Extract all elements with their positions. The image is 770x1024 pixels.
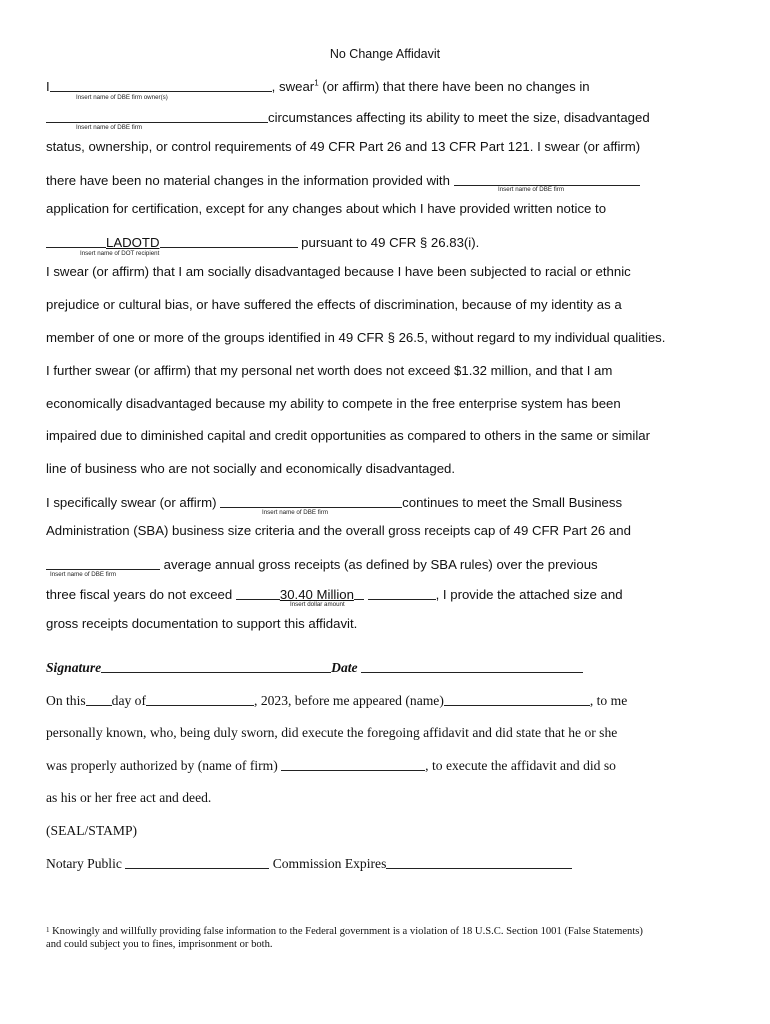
hint-firm-4: Insert name of DBE firm <box>50 571 117 578</box>
hint-owner: Insert name of DBE firm owner(s) <box>76 94 168 101</box>
signature-label: Signature <box>46 660 102 675</box>
social-line-3: member of one or more of the groups identified in 49 CFR § 26.5, without regard to my individual qualities. <box>46 330 666 345</box>
hint-firm-2: Insert name of DBE firm <box>498 186 565 193</box>
date-label: Date <box>331 660 358 675</box>
owner-name-field[interactable] <box>50 79 272 92</box>
date-field[interactable] <box>361 660 583 673</box>
footnote-ref: 1 <box>314 78 319 88</box>
hint-firm: Insert name of DBE firm <box>76 124 143 131</box>
affidavit-line-6: LADOTD pursuant to 49 CFR § 26.83(i). <box>46 234 479 250</box>
hint-firm-3: Insert name of DBE firm <box>262 509 329 516</box>
economic-line-2: economically disadvantaged because my ability to compete in the free enterprise system has been <box>46 396 621 411</box>
size-line-4: three fiscal years do not exceed 30.40 Million , I provide the attached size and <box>46 587 623 602</box>
appeared-name-field[interactable] <box>444 693 590 706</box>
size-line-1: I specifically swear (or affirm) continues to meet the Small Business <box>46 495 623 510</box>
month-field[interactable] <box>146 693 254 706</box>
affidavit-line-3: status, ownership, or control requirements of 49 CFR Part 26 and 13 CFR Part 121. I swear (or affirm) <box>46 139 641 154</box>
notary-line-3: was properly authorized by (name of firm) , to execute the affidavit and did so <box>46 758 616 773</box>
firm-authorized-field[interactable] <box>281 758 425 771</box>
firm-name-field[interactable] <box>46 110 268 123</box>
affidavit-line-1: I , swear$^1$ (or affirm) that there have been no changes in <box>46 78 590 94</box>
page-title: No Change Affidavit <box>329 47 441 61</box>
seal-stamp: (SEAL/STAMP) <box>46 823 138 838</box>
footnote-marker: 1 <box>46 926 50 934</box>
footnote-text: Knowingly and willfully providing false information to the Federal government is a violation of 18 U.S.C. Section 1001 (False Statements) and could subject you to fines, imprisonment or both. <box>46 926 643 950</box>
notary-line-4: as his or her free act and deed. <box>46 790 212 805</box>
day-field[interactable] <box>86 693 112 706</box>
footnote <box>46 924 646 951</box>
signature-line <box>46 659 583 676</box>
size-line-3: average annual gross receipts (as defined by SBA rules) over the previous <box>46 556 598 572</box>
hint-recipient: Insert name of DOT recipient <box>80 250 160 257</box>
social-line-1: I swear (or affirm) that I am socially disadvantaged because I have been subjected to racial or ethnic <box>46 264 631 279</box>
firm-name-field-2[interactable] <box>454 173 640 186</box>
notary-public-line: Notary Public Commission Expires <box>46 855 572 872</box>
affidavit-line-4: there have been no material changes in the information provided with <box>46 172 640 188</box>
affidavit-line-2: circumstances affecting its ability to meet the size, disadvantaged <box>46 109 650 125</box>
social-line-2: prejudice or cultural bias, or have suffered the effects of discrimination, because of my identity as a <box>46 297 622 312</box>
affidavit-line-5: application for certification, except for any changes about which I have provided written notice to <box>46 201 607 216</box>
hint-amount: Insert dollar amount <box>290 601 345 608</box>
firm-name-field-3[interactable] <box>220 495 402 508</box>
signature-field[interactable] <box>101 660 331 673</box>
notary-line-2: personally known, who, being duly sworn, did execute the foregoing affidavit and did state that he or she <box>46 725 618 740</box>
size-line-2: Administration (SBA) business size criteria and the overall gross receipts cap of 49 CFR Part 26 and <box>46 523 631 538</box>
notary-line-1: On this day of , 2023, before me appeared (name) , to me <box>46 693 628 708</box>
commission-expires-field[interactable] <box>386 856 572 869</box>
economic-line-4: line of business who are not socially and economically disadvantaged. <box>46 461 456 476</box>
dollar-amount-field[interactable]: 30.40 Million <box>279 587 354 602</box>
size-line-5: gross receipts documentation to support this affidavit. <box>46 616 358 631</box>
firm-name-field-4[interactable] <box>46 557 160 570</box>
notary-public-field[interactable] <box>125 856 269 869</box>
economic-line-1: I further swear (or affirm) that my personal net worth does not exceed $1.32 million, and that I am <box>46 363 613 378</box>
dot-recipient-field[interactable]: LADOTD <box>106 235 160 250</box>
economic-line-3: impaired due to diminished capital and credit opportunities as compared to others in the same or similar <box>46 428 651 443</box>
